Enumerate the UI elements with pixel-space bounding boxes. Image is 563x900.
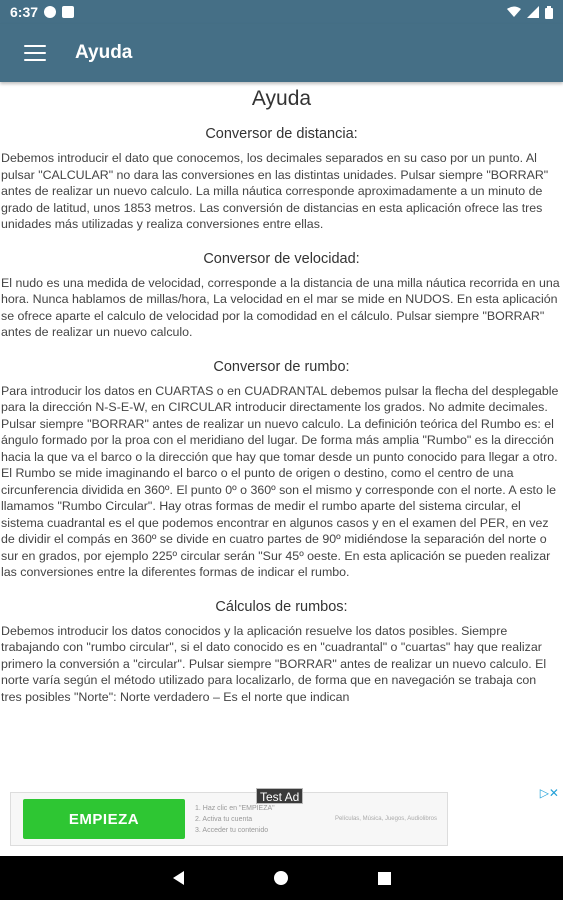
wifi-icon xyxy=(507,6,521,18)
home-icon[interactable] xyxy=(274,871,288,885)
back-icon[interactable] xyxy=(173,871,184,885)
section-text: Debemos introducir los datos conocidos y la aplicación resuelve los datos posibles. Siempre trabajando con "rumbo circular", si el dato conocido es en "cuadrantal" o "cuartas" hay que realizar primero la conversión a "circular". Pulsar siempre "BORRAR" antes de realizar un nuevo calculo. El norte varía según el método utilizado para localizarlo, de forma que en navegación se trabaja con tres posibles "Norte": Norte verdadero – Es el norte que indican xyxy=(1,623,547,704)
ad-cta-button[interactable]: EMPIEZA xyxy=(23,799,185,839)
recent-apps-icon[interactable] xyxy=(378,872,391,885)
section-text: Para introducir los datos en CUARTAS o en CUADRANTAL debemos pulsar la flecha del desplegable para la dirección N-S-E-W, en CIRCULAR introducir directamente los grados. No admite decimales. Pulsar siempre "BORRAR" antes de realizar un nuevo calculo. La definición teórica del Rumbo es: el ángulo formado por la proa con el meridiano del lugar. De forma más amplia "Rumbo" es la dirección hacia la que va el barco o la dirección que hay que tomar desde un punto conocido para llegar a otro. El Rumbo se mide imaginando el barco o el punto de origen o destino, como el centro de una circunferencia dividida en 360º. El punto 0º o 360º son el mismo y corresponde con el norte. A esto le llamamos "Rumbo Circular". Hay otras formas de medir el rumbo aparte del sistema circular, el sistema cuadrantal es el que podemos encontrar en algunos casos y en el examen del PER, en vez de dividir el compás en 360º se divide en cuatro partes de 90º midiéndose la separación del norte o sur en grados, por ejemplo 225º circular serán "Sur 45º oeste. En esta aplicación se pueden realizar las conversiones entre la diferentes formas de indicar el rumbo. xyxy=(1,383,559,579)
ad-step: 3. Acceder tu contenido xyxy=(195,826,269,834)
notification-icon xyxy=(62,6,74,18)
section-heading: Conversor de velocidad: xyxy=(203,250,360,267)
menu-icon[interactable] xyxy=(22,42,48,64)
ad-label: Test Ad xyxy=(256,788,303,804)
section-heading: Conversor de distancia: xyxy=(205,126,358,142)
notification-icon xyxy=(44,6,56,18)
ad-step: 1. Haz clic en "EMPIEZA" xyxy=(195,804,275,812)
help-content[interactable] xyxy=(0,82,563,720)
page-title: Ayuda xyxy=(251,87,312,110)
app-bar xyxy=(0,24,563,82)
status-bar xyxy=(0,0,563,24)
status-time: 6:37 xyxy=(10,4,39,20)
navigation-bar xyxy=(0,856,563,900)
ad-choices-icon[interactable]: ▷✕ xyxy=(539,786,559,800)
ad-step: 2. Activa tu cuenta xyxy=(195,815,253,823)
section-text: Debemos introducir el dato que conocemos, los decimales separados en su caso por un punto. Al pulsar "CALCULAR" no dara las conversiones en las distintas unidades. Pulsar siempre "BORRAR" antes de realizar un nuevo calculo. La milla náutica corresponde aproximadamente a un minuto de grado de latitud, unos 1853 metros. Las conversión de distancias en esta aplicación ofrece las tres unidades más utilizadas y realiza conversiones entre ellas. xyxy=(1,151,549,231)
ad-banner[interactable] xyxy=(10,792,448,846)
section-text: El nudo es una medida de velocidad, corresponde a la distancia de una milla náutica recorrida en una hora. Nunca hablamos de millas/hora, La velocidad en el mar se mide en NUDOS. En esta aplicación se ofrece aparte el calculo de velocidad por la comodidad en el cálculo. Pulsar siempre "BORRAR" antes de realizar un nuevo calculo. xyxy=(1,275,560,339)
app-title: Ayuda xyxy=(75,42,133,63)
ad-area xyxy=(0,780,563,856)
ad-side-text: Películas, Música, Juegos, Audiolibros xyxy=(334,816,437,822)
battery-icon xyxy=(545,6,553,19)
section-heading: Conversor de rumbo: xyxy=(213,358,350,375)
signal-icon xyxy=(527,6,539,18)
ad-steps xyxy=(195,803,275,836)
section-heading: Cálculos de rumbos: xyxy=(215,598,348,615)
